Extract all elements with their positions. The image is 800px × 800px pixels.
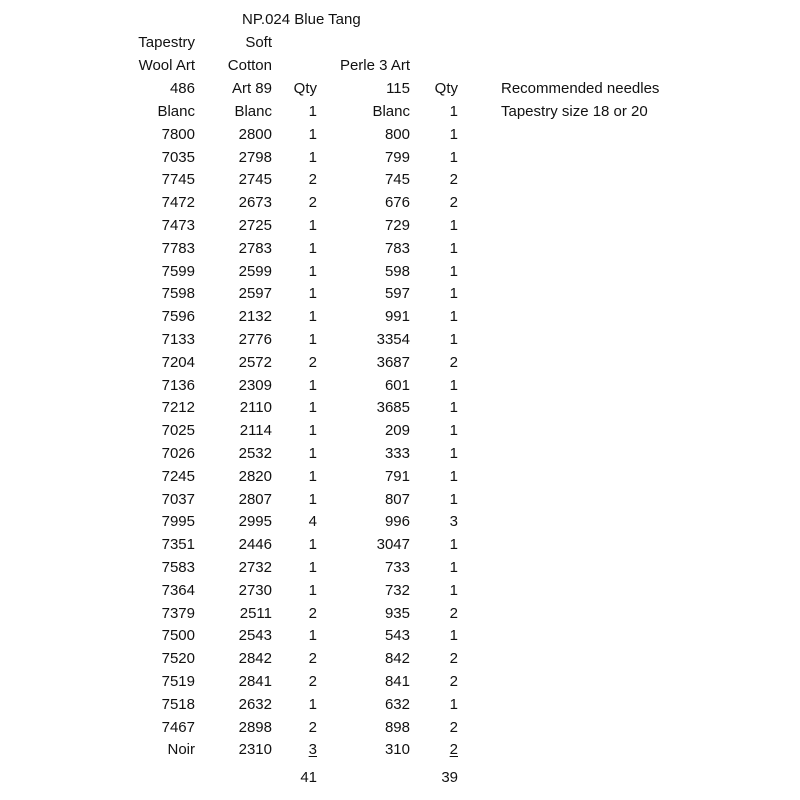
cell-perle-3: 597 xyxy=(384,285,410,302)
cell-tapestry-wool: 7351 xyxy=(161,536,195,553)
cell-soft-cotton: 2511 xyxy=(239,605,272,622)
cell-qty-cotton: 2 xyxy=(308,719,317,736)
cell-qty-perle: 1 xyxy=(449,422,458,439)
cell-perle-3: 209 xyxy=(384,422,410,439)
cell-qty-perle: 1 xyxy=(449,308,458,325)
cell-soft-cotton: 2597 xyxy=(238,285,272,302)
cell-qty-perle: 1 xyxy=(449,217,458,234)
cell-qty-cotton: 2 xyxy=(308,673,317,690)
cell-soft-cotton: 2543 xyxy=(238,627,272,644)
cell-qty-cotton: 1 xyxy=(308,149,317,166)
cell-soft-cotton: 2995 xyxy=(238,513,272,530)
cell-qty-perle: 1 xyxy=(449,103,458,120)
cell-tapestry-wool: 7599 xyxy=(161,263,195,280)
cell-soft-cotton: 2632 xyxy=(238,696,272,713)
cell-qty-perle: 2 xyxy=(449,673,458,690)
cell-soft-cotton: 2446 xyxy=(238,536,272,553)
cell-tapestry-wool: 7467 xyxy=(161,719,195,736)
cell-qty-perle: 1 xyxy=(449,445,458,462)
cell-perle-3: 996 xyxy=(384,513,410,530)
cell-qty-perle: 1 xyxy=(449,559,458,576)
cell-soft-cotton: 2800 xyxy=(238,126,272,143)
cell-perle-3: Blanc xyxy=(372,103,410,120)
cell-soft-cotton: 2776 xyxy=(238,331,272,348)
cell-perle-3: 601 xyxy=(384,377,410,394)
header-col2-line2: Cotton xyxy=(227,57,272,74)
cell-qty-perle: 2 xyxy=(449,741,458,758)
cell-qty-perle: 1 xyxy=(449,285,458,302)
cell-soft-cotton: 2820 xyxy=(238,468,272,485)
cell-perle-3: 3354 xyxy=(376,331,410,348)
cell-perle-3: 543 xyxy=(384,627,410,644)
cell-soft-cotton: 2673 xyxy=(238,194,272,211)
cell-soft-cotton: 2725 xyxy=(238,217,272,234)
cell-qty-perle: 2 xyxy=(449,354,458,371)
cell-perle-3: 3685 xyxy=(376,399,410,416)
cell-qty-cotton: 1 xyxy=(308,285,317,302)
cell-qty-cotton: 1 xyxy=(308,422,317,439)
cell-tapestry-wool: 7583 xyxy=(161,559,195,576)
cell-perle-3: 807 xyxy=(384,491,410,508)
cell-qty-cotton: 2 xyxy=(308,194,317,211)
cell-tapestry-wool: 7026 xyxy=(161,445,195,462)
cell-perle-3: 732 xyxy=(384,582,410,599)
cell-soft-cotton: 2572 xyxy=(238,354,272,371)
cell-qty-cotton: 1 xyxy=(308,559,317,576)
cell-soft-cotton: 2898 xyxy=(238,719,272,736)
cell-soft-cotton: 2842 xyxy=(238,650,272,667)
cell-tapestry-wool: 7995 xyxy=(161,513,195,530)
cell-qty-perle: 2 xyxy=(449,194,458,211)
cell-qty-cotton: 1 xyxy=(308,627,317,644)
cell-qty-cotton: 1 xyxy=(308,240,317,257)
cell-qty-perle: 1 xyxy=(449,696,458,713)
cell-qty-perle: 1 xyxy=(449,149,458,166)
cell-soft-cotton: 2132 xyxy=(238,308,272,325)
cell-qty-perle: 1 xyxy=(449,263,458,280)
cell-tapestry-wool: 7379 xyxy=(161,605,195,622)
cell-qty-perle: 1 xyxy=(449,627,458,644)
cell-tapestry-wool: 7596 xyxy=(161,308,195,325)
header-col4-line1: Perle 3 Art xyxy=(339,57,410,74)
cell-qty-cotton: 1 xyxy=(308,696,317,713)
notes-line1: Recommended needles xyxy=(501,80,660,97)
cell-perle-3: 791 xyxy=(384,468,410,485)
cell-tapestry-wool: 7518 xyxy=(161,696,195,713)
cell-qty-perle: 2 xyxy=(449,650,458,667)
cell-soft-cotton: 2745 xyxy=(238,171,272,188)
cell-tapestry-wool: Blanc xyxy=(157,103,195,120)
cell-qty-cotton: 3 xyxy=(308,741,317,758)
cell-qty-perle: 1 xyxy=(449,126,458,143)
header-col4-line2: 115 xyxy=(386,80,410,97)
cell-qty-perle: 2 xyxy=(449,605,458,622)
header-col1-line1: Tapestry xyxy=(138,34,195,51)
cell-qty-cotton: 1 xyxy=(308,468,317,485)
cell-qty-cotton: 1 xyxy=(308,331,317,348)
cell-qty-perle: 1 xyxy=(449,399,458,416)
cell-perle-3: 800 xyxy=(384,126,410,143)
cell-qty-cotton: 1 xyxy=(308,582,317,599)
cell-soft-cotton: 2730 xyxy=(238,582,272,599)
cell-tapestry-wool: 7473 xyxy=(161,217,195,234)
cell-perle-3: 310 xyxy=(384,741,410,758)
cell-qty-cotton: 1 xyxy=(308,103,317,120)
cell-tapestry-wool: 7519 xyxy=(161,673,195,690)
cell-qty-cotton: 1 xyxy=(308,377,317,394)
cell-tapestry-wool: 7598 xyxy=(161,285,195,302)
total-qty-col5: 39 xyxy=(441,769,458,786)
cell-perle-3: 3687 xyxy=(376,354,410,371)
cell-qty-perle: 1 xyxy=(449,331,458,348)
cell-tapestry-wool: Noir xyxy=(167,741,195,758)
cell-tapestry-wool: 7500 xyxy=(161,627,195,644)
cell-qty-cotton: 1 xyxy=(308,399,317,416)
cell-soft-cotton: 2807 xyxy=(238,491,272,508)
cell-perle-3: 733 xyxy=(384,559,410,576)
cell-perle-3: 799 xyxy=(384,149,410,166)
cell-qty-perle: 1 xyxy=(449,240,458,257)
cell-qty-cotton: 1 xyxy=(308,536,317,553)
cell-qty-perle: 1 xyxy=(449,491,458,508)
cell-qty-perle: 1 xyxy=(449,536,458,553)
cell-qty-cotton: 1 xyxy=(308,263,317,280)
cell-perle-3: 783 xyxy=(384,240,410,257)
cell-soft-cotton: 2309 xyxy=(238,377,272,394)
cell-perle-3: 598 xyxy=(384,263,410,280)
cell-qty-cotton: 2 xyxy=(308,605,317,622)
header-col2-line3: Art 89 xyxy=(231,80,272,97)
cell-qty-perle: 2 xyxy=(449,171,458,188)
cell-tapestry-wool: 7204 xyxy=(161,354,195,371)
cell-qty-cotton: 2 xyxy=(308,171,317,188)
cell-soft-cotton: Blanc xyxy=(234,103,272,120)
cell-soft-cotton: 2783 xyxy=(238,240,272,257)
cell-tapestry-wool: 7136 xyxy=(161,377,195,394)
cell-tapestry-wool: 7245 xyxy=(161,468,195,485)
cell-qty-cotton: 2 xyxy=(308,650,317,667)
cell-qty-cotton: 1 xyxy=(308,126,317,143)
cell-perle-3: 842 xyxy=(384,650,410,667)
cell-tapestry-wool: 7472 xyxy=(161,194,195,211)
cell-soft-cotton: 2798 xyxy=(238,149,272,166)
header-col1-line2: Wool Art xyxy=(138,57,195,74)
cell-soft-cotton: 2110 xyxy=(239,399,272,416)
cell-qty-perle: 2 xyxy=(449,719,458,736)
header-col1-line3: 486 xyxy=(169,80,195,97)
cell-perle-3: 333 xyxy=(384,445,410,462)
cell-perle-3: 935 xyxy=(384,605,410,622)
cell-tapestry-wool: 7037 xyxy=(161,491,195,508)
cell-perle-3: 3047 xyxy=(376,536,410,553)
cell-perle-3: 991 xyxy=(384,308,410,325)
cell-soft-cotton: 2841 xyxy=(238,673,272,690)
cell-tapestry-wool: 7025 xyxy=(161,422,195,439)
cell-perle-3: 898 xyxy=(384,719,410,736)
notes-line2: Tapestry size 18 or 20 xyxy=(501,103,648,120)
cell-tapestry-wool: 7035 xyxy=(161,149,195,166)
cell-qty-cotton: 1 xyxy=(308,217,317,234)
cell-perle-3: 676 xyxy=(384,194,410,211)
cell-qty-perle: 1 xyxy=(449,582,458,599)
document-title: NP.024 Blue Tang xyxy=(242,11,361,28)
cell-soft-cotton: 2599 xyxy=(238,263,272,280)
header-col2-line1: Soft xyxy=(245,34,272,51)
cell-tapestry-wool: 7364 xyxy=(161,582,195,599)
cell-tapestry-wool: 7133 xyxy=(161,331,195,348)
cell-tapestry-wool: 7800 xyxy=(161,126,195,143)
cell-perle-3: 841 xyxy=(384,673,410,690)
cell-soft-cotton: 2732 xyxy=(238,559,272,576)
cell-tapestry-wool: 7783 xyxy=(161,240,195,257)
cell-qty-cotton: 4 xyxy=(308,513,317,530)
cell-perle-3: 729 xyxy=(384,217,410,234)
cell-qty-cotton: 1 xyxy=(308,491,317,508)
cell-perle-3: 632 xyxy=(384,696,410,713)
header-col3-qty: Qty xyxy=(293,80,317,97)
cell-qty-cotton: 1 xyxy=(308,308,317,325)
cell-soft-cotton: 2114 xyxy=(239,422,272,439)
header-col5-qty: Qty xyxy=(434,80,458,97)
cell-perle-3: 745 xyxy=(384,171,410,188)
cell-qty-perle: 1 xyxy=(449,468,458,485)
cell-soft-cotton: 2310 xyxy=(238,741,272,758)
cell-qty-cotton: 2 xyxy=(308,354,317,371)
cell-tapestry-wool: 7745 xyxy=(161,171,195,188)
cell-qty-perle: 1 xyxy=(449,377,458,394)
cell-qty-perle: 3 xyxy=(449,513,458,530)
cell-qty-cotton: 1 xyxy=(308,445,317,462)
cell-tapestry-wool: 7520 xyxy=(161,650,195,667)
cell-soft-cotton: 2532 xyxy=(238,445,272,462)
total-qty-col3: 41 xyxy=(300,769,317,786)
cell-tapestry-wool: 7212 xyxy=(161,399,195,416)
